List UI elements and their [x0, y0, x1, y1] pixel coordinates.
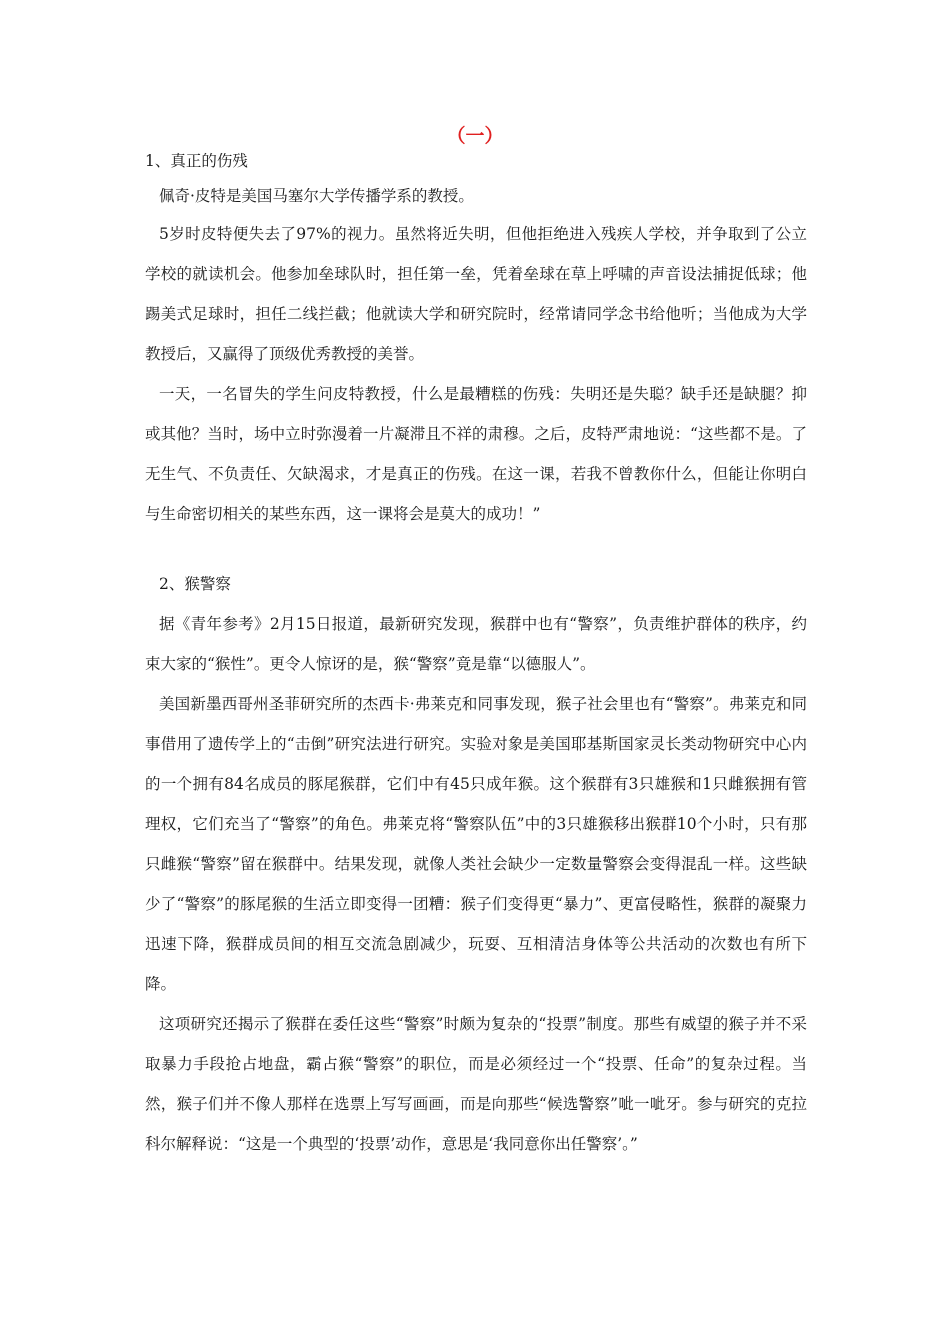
- section-2-heading: 2、猴警察: [159, 575, 231, 593]
- section-2-paragraph-1: 据《青年参考》2月15日报道，最新研究发现，猴群中也有“警察”，负责维护群体的秩序，约束大家的“猴性”。更令人惊讶的是，猴“警察”竟是靠“以德服人”。: [145, 615, 807, 673]
- section-2-paragraph-2: 美国新墨西哥州圣菲研究所的杰西卡·弗莱克和同事发现，猴子社会里也有“警察”。弗莱克和同事借用了遗传学上的“击倒”研究法进行研究。实验对象是美国耶基斯国家灵长类动物研究中心内的一个拥有84名成员的豚尾猴群，它们中有45只成年猴。这个猴群有3只雄猴和1只雌猴拥有管理权，它们充当了“警察”的角色。弗莱克将“警察队伍”中的3只雄猴移出猴群10个小时，只有那只雌猴“警察”留在猴群中。结果发现，就像人类社会缺少一定数量警察会变得混乱一样。这些缺少了“警察”的豚尾猴的生活立即变得一团糟：猴子们变得更“暴力”、更富侵略性，猴群的凝聚力迅速下降，猴群成员间的相互交流急剧减少，玩耍、互相清洁身体等公共活动的次数也有所下降。: [145, 695, 807, 993]
- document-body: [145, 150, 807, 1164]
- section-2-paragraph-3: 这项研究还揭示了猴群在委任这些“警察”时颇为复杂的“投票”制度。那些有威望的猴子并不采取暴力手段抢占地盘，霸占猴“警察”的职位，而是必须经过一个“投票、任命”的复杂过程。当然，猴子们并不像人那样在选票上写写画画，而是向那些“候选警察”呲一呲牙。参与研究的克拉科尔解释说：“这是一个典型的‘投票’动作，意思是‘我同意你出任警察’。”: [145, 1015, 807, 1153]
- section-1-heading: 1、真正的伤残: [145, 152, 248, 170]
- section-1-paragraph-1: 佩奇·皮特是美国马塞尔大学传播学系的教授。: [159, 187, 474, 205]
- section-1-paragraph-2: 5岁时皮特便失去了97%的视力。虽然将近失明，但他拒绝进入残疾人学校，并争取到了公立学校的就读机会。他参加垒球队时，担任第一垒，凭着垒球在草上呼啸的声音设法捕捉低球；他踢美式足球时，担任二线拦截；他就读大学和研究院时，经常请同学念书给他听；当他成为大学教授后，又赢得了顶级优秀教授的美誉。: [145, 225, 807, 363]
- page-title: （一）: [446, 125, 504, 147]
- section-spacer: [145, 534, 807, 564]
- section-1-paragraph-3: 一天，一名冒失的学生问皮特教授，什么是最糟糕的伤残：失明还是失聪？缺手还是缺腿？抑或其他？当时，场中立时弥漫着一片凝滞且不祥的肃穆。之后，皮特严肃地说：“这些都不是。了无生气、不负责任、欠缺渴求，才是真正的伤残。在这一课，若我不曾教你什么，但能让你明白与生命密切相关的某些东西，这一课将会是莫大的成功！”: [145, 385, 807, 523]
